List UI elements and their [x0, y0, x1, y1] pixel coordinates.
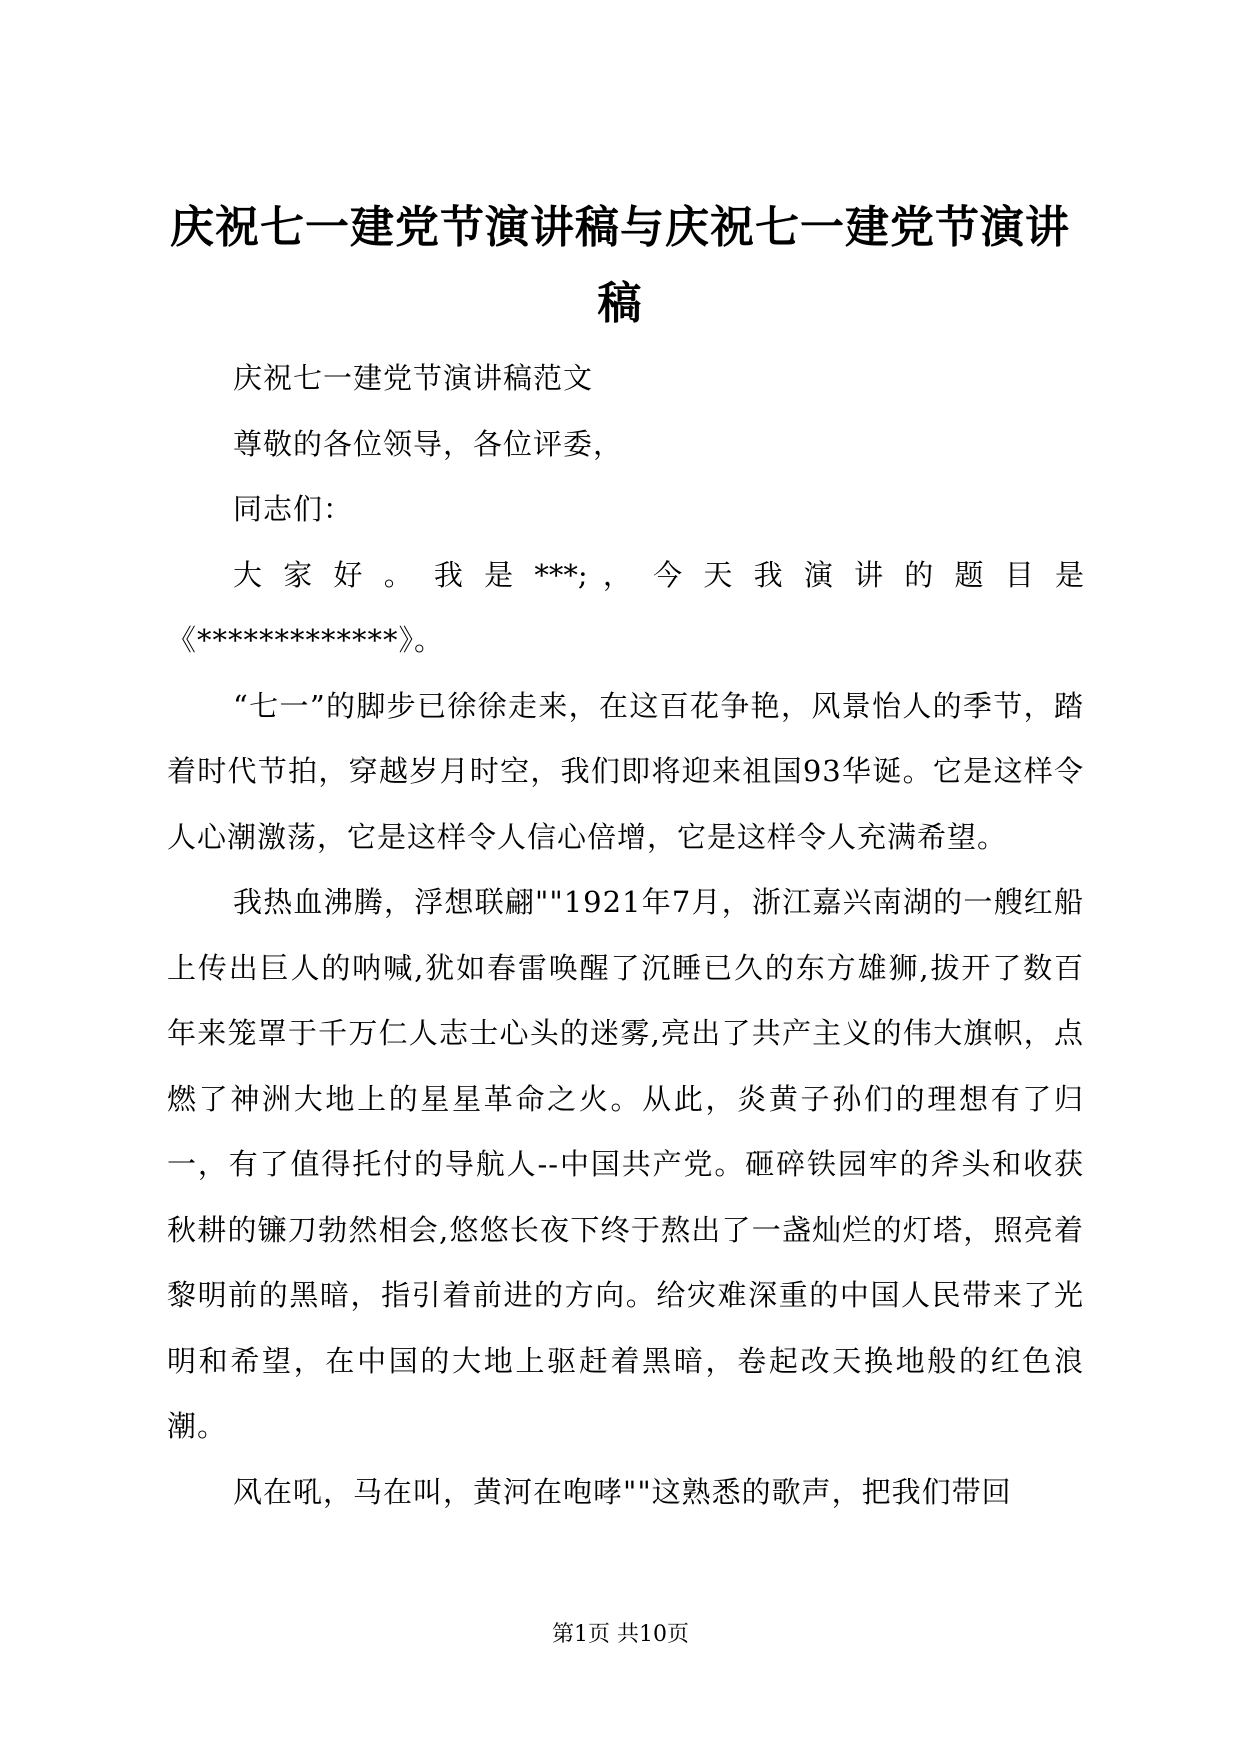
document-title: 庆祝七一建党节演讲稿与庆祝七一建党节演讲稿 — [170, 202, 1070, 329]
paragraph-yellow-river: 风在吼，马在叫，黄河在咆哮""这熟悉的歌声，把我们带回 — [233, 1474, 1012, 1509]
page-number-footer: 第1页 共10页 — [552, 1622, 689, 1647]
paragraph-salutation: 尊敬的各位领导，各位评委， — [233, 426, 624, 461]
document-body — [167, 346, 1084, 1525]
paragraph-subtitle: 庆祝七一建党节演讲稿范文 — [233, 361, 594, 395]
paragraph-party-founding: 我热血沸腾，浮想联翩""1921年7月，浙江嘉兴南湖的一艘红船上传出巨人的呐喊,犹如春雷唤醒了沉睡已久的东方雄狮,拔开了数百年来笼罩于千万仁人志士心头的迷雾,亮出了共产主义的伟大旗帜，点燃了神洲大地上的星星革命之火。从此，炎黄子孙们的理想有了归一，有了值得托付的导航人--中国共产党。砸碎铁园牢的斧头和收获秋耕的镰刀勃然相会,悠悠长夜下终于熬出了一盏灿烂的灯塔，照亮着黎明前的黑暗，指引着前进的方向。给灾难深重的中国人民带来了光明和希望，在中国的大地上驱赶着黑暗，卷起改天换地般的红色浪潮。 — [167, 885, 1084, 1443]
paragraph-introduction: 大 家 好 。 我 是 ***; ， 今 天 我 演 讲 的 题 目 是 — [233, 557, 1084, 592]
paragraph-greeting: 同志们： — [233, 492, 354, 526]
paragraph-anniversary: “七一”的脚步已徐徐走来，在这百花争艳，风景怡人的季节，踏着时代节拍，穿越岁月时空，我们即将迎来祖国93华诞。它是这样令人心潮激荡，它是这样令人信心倍增，它是这样令人充满希望。 — [167, 688, 1084, 854]
paragraph-speech-topic: 《*************》。 — [167, 623, 445, 657]
